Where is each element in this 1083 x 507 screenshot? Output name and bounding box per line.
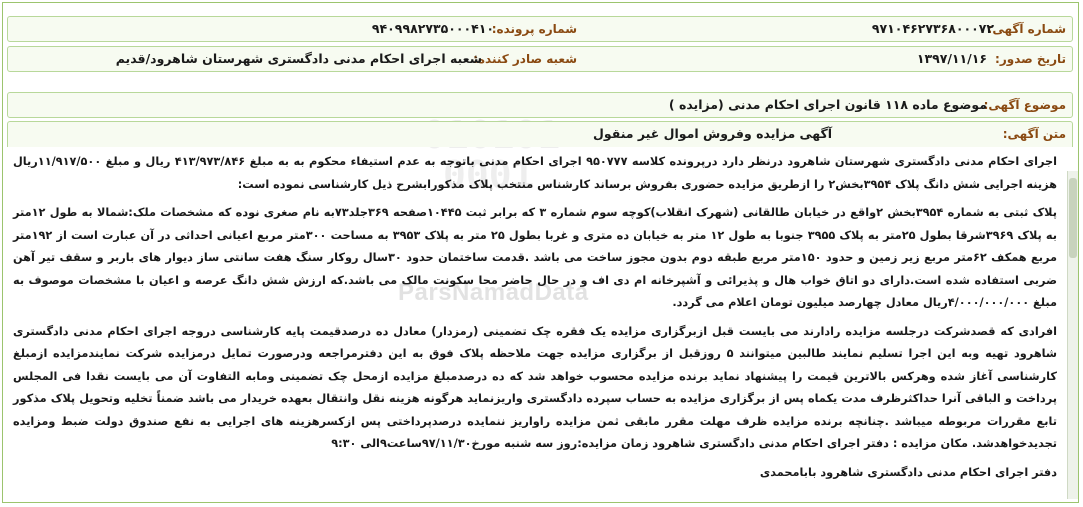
paragraph-1: اجرای احکام مدنی دادگستری شهرستان شاهرود درنظر دارد درپرونده کلاسه ۹۵۰۷۷۷ اجرای احکام مدنی باتوجه به عدم استیفاء محکوم به به مبلغ ۴۱۳/۹۷۳/۸۴۶ ریال و مبلغ ۱۱/۹۱۷/۵۰۰ریال هزینه اجرایی شش دانگ پلاک ۳۹۵۴بخش۲ را ازطریق مزایده حضوری بفروش برساند کارشناس منتخب پلاک مذکورابشرح ذیل کارشناسی نموده است: bbox=[13, 155, 1058, 191]
ad-number-value: ۹۷۱۰۴۶۲۷۳۶۸۰۰۰۷۲ bbox=[871, 21, 994, 36]
header-row-3 bbox=[7, 92, 1073, 118]
ad-panel bbox=[2, 2, 1079, 503]
subject-label: موضوع آگهی: bbox=[983, 98, 1066, 112]
ad-number-label: شماره آگهی: bbox=[987, 22, 1066, 36]
scrollbar-thumb[interactable] bbox=[1069, 178, 1077, 258]
ad-title: آگهی مزایده وفروش اموال غیر منقول bbox=[593, 126, 832, 141]
issuer-value: شعبه اجرای احکام مدنی دادگستری شهرستان شاهرود/قدیم bbox=[115, 51, 482, 66]
header-row-4 bbox=[7, 121, 1073, 147]
paragraph-2: پلاک ثبتی به شماره ۳۹۵۴بخش ۲واقع در خیابان طالقانی (شهرک انقلاب)کوچه سوم شماره ۳ که برابر ثبت ۱۰۴۴۵صفحه ۳۶۹جلد۷۳به نام صغری نوده که مشخصات ملک:شمالا به طول ۱۲متر به پلاک ۳۹۶۹شرقا بطول ۲۵متر به پلاک ۳۹۵۵ جنوبا به طول ۱۲ متر به خیابان ده متری و غربا بطول ۲۵ متر به پلاک ۳۹۵۳ به مساحت ۳۰۰متر مربع اعیانی احداثی در آن عبارت است از ۱۹۲متر مربع همکف ۶۲متر مربع زیر زمین و حدود ۱۵۰متر مربع طبقه دوم بدون مجوز ساخت می باشد .قدمت ساختمان حدود ۳۰سال روکار سنگ هفت سانتی ساز دیوار های باربر و سقف تیر آهن ضربی استفاده شده است.دارای دو اتاق خواب هال و پذیرائی و آشپرخانه ام دی اف و در حال حاضر محا سکونت مالک می باشد.که ارزش شش دانگ عرصه و اعیان با مشخصات موصوف به مبلغ ۴/۰۰۰/۰۰۰/۰۰۰ریال معادل چهارصد میلیون تومان اعلام می گردد. bbox=[13, 206, 1058, 309]
header-row-2 bbox=[7, 46, 1073, 72]
issue-date-label: تاریخ صدور: bbox=[995, 52, 1066, 66]
header-row-1 bbox=[7, 16, 1073, 42]
file-number-label: شماره پرونده: bbox=[491, 22, 577, 36]
subject-value: موضوع ماده ۱۱۸ قانون اجرای احکام مدنی (مزایده ) bbox=[668, 97, 987, 112]
file-number-value: ۹۴۰۹۹۸۲۷۳۵۰۰۰۴۱۰ bbox=[371, 21, 494, 36]
watermark-digits-line-2: 0001 bbox=[443, 153, 535, 197]
watermark-site-name: ParsNamadData bbox=[398, 279, 589, 306]
issuer-label: شعبه صادر کننده: bbox=[473, 52, 577, 66]
text-label: متن آگهی: bbox=[1002, 127, 1066, 141]
ad-body bbox=[13, 151, 1057, 484]
paragraph-3: افرادی که قصدشرکت درجلسه مزایده رادارند می بایست قبل ازبرگزاری مزایده یک فقره چک تضمینی (رمزدار) معادل ده درصدقیمت پایه کارشناسی دروجه اجرای احکام مدنی دادگستری شاهرود تهیه وبه این اجرا تسلیم نمایند طالبین میتوانند ۵ روزقبل از برگزاری مزایده جهت ملاحظه پلاک فوق به این دفترمراجعه ودرصورت تمایل درمزایده شرکت نمایندمزایده ازمبلغ کارشناسی آغاز شده وهرکس بالاترین قیمت را پیشنهاد نماید برنده مزایده محسوب خواهد شد که ده درصدمبلغ مزایده ازمحل چک تضمینی ومابه التفاوت آن می بایست نقدا فی المجلس پرداخت و الباقی آنرا حداکثرظرف مدت یکماه پس از برگزاری مزایده به حساب سپرده دادگستری واریزنماید هرگونه هزینه نقل وانتقال بعهده خریدار می باشد ضمناً تخلیه وتحویل پلاک مذکور تابع مقررات مربوطه میباشد .چنانچه برنده مزایده ظرف مهلت مقرر مابقی ثمن مزایده راواریز ننمایده درصدپرداختی پس ازکسرهزینه های اجرایی به نفع صندوق دولت ضبط ومزایده تجدیدخواهدشد. مکان مزایده : دفتر اجرای احکام مدنی دادگستری شاهرود زمان مزایده:روز سه شنبه مورخ۹۷/۱۱/۳۰ساعت۹الی ۹:۳۰ bbox=[13, 324, 1058, 450]
signature: دفتر اجرای احکام مدنی دادگستری شاهرود بابامحمدی bbox=[759, 465, 1057, 479]
issue-date-value: ۱۳۹۷/۱۱/۱۶ bbox=[916, 51, 987, 66]
